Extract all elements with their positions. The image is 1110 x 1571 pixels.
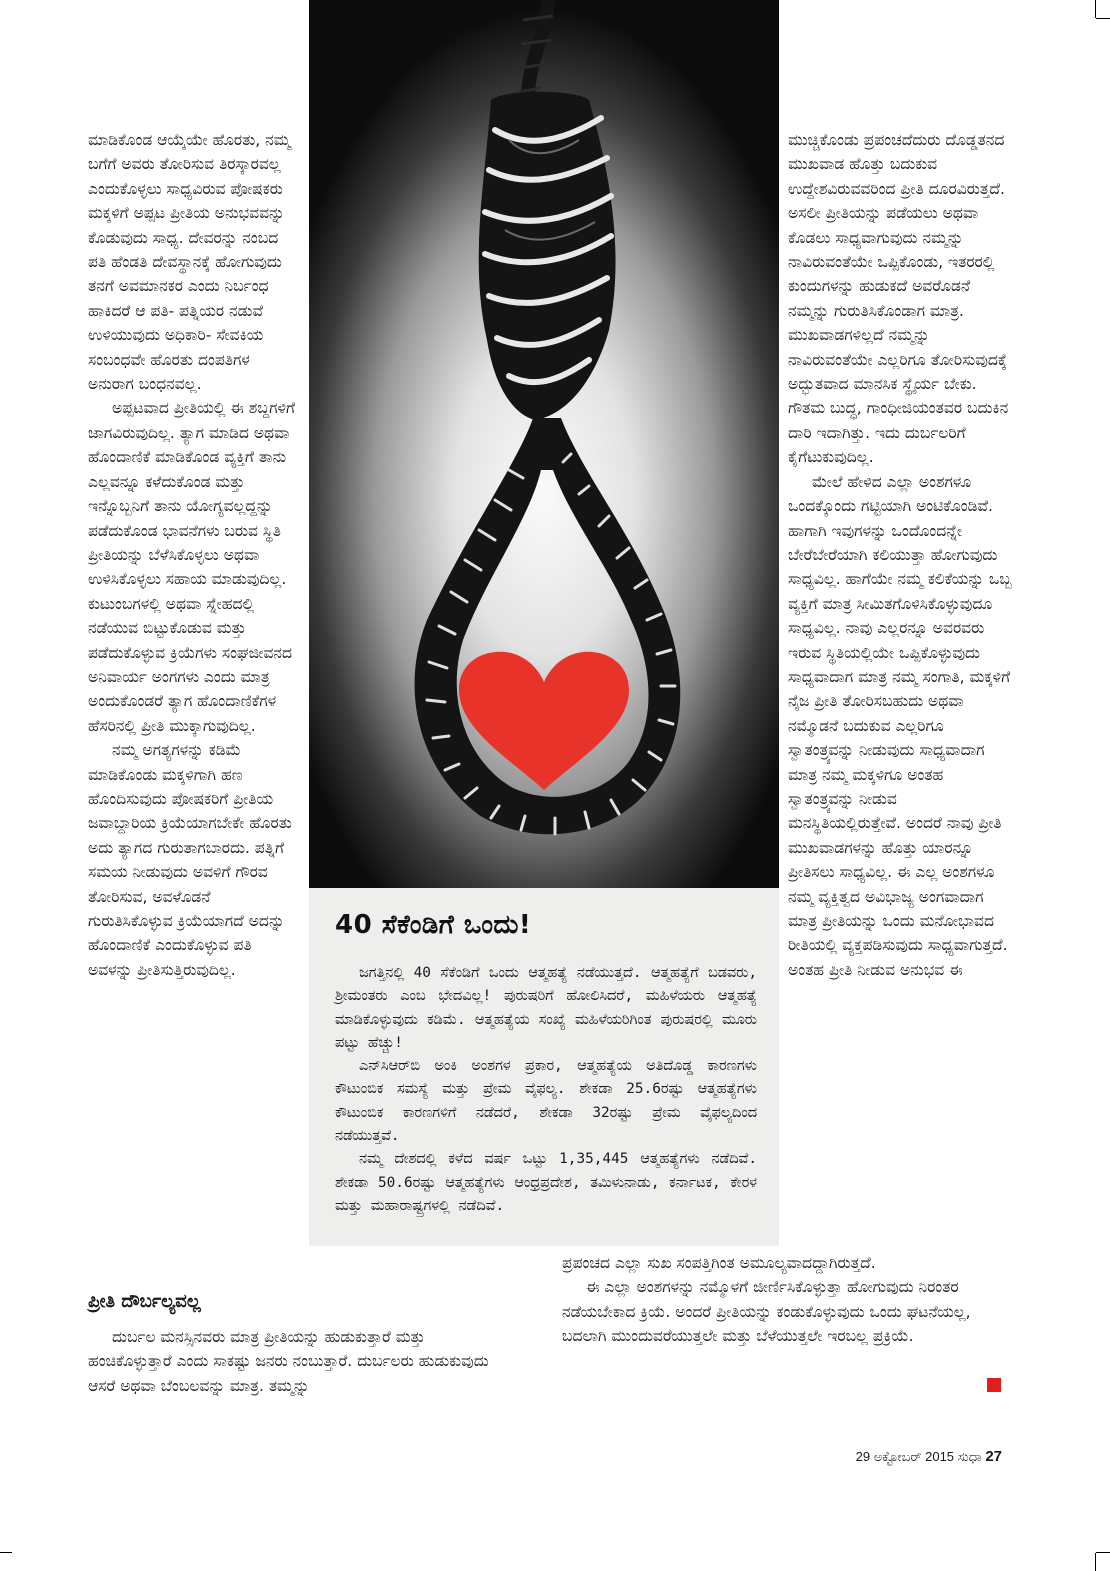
paragraph: ಪ್ರಪಂಚದ ಎಲ್ಲಾ ಸುಖ ಸಂಪತ್ತಿಗಿಂತ ಅಮೂಲ್ಯವಾದದ್ದಾಗಿರುತ್ತದೆ. [562,1254,876,1272]
noose-heart-illustration [309,0,779,888]
noose-graphic [309,0,779,888]
page-footer [856,1448,1002,1465]
crop-mark [1096,18,1110,19]
end-of-article-marker [987,1378,1001,1392]
crop-mark [1095,1553,1096,1571]
footer-magazine: ಸುಧಾ [957,1449,982,1464]
footer-date: 29 ಅಕ್ಟೋಬರ್ 2015 [855,1449,955,1464]
paragraph: ಈ ಎಲ್ಲಾ ಅಂಶಗಳನ್ನು ನಮ್ಮೊಳಗೆ ಜೀರ್ಣಿಸಿಕೊಳ್ಳುತ್ತಾ ಹೋಗುವುದು ನಿರಂತರ ನಡೆಯಬೇಕಾದ ಕ್ರಿಯೆ. ಅಂದರೆ ಪ್ರೀತಿಯನ್ನು ಕಂಡುಕೊಳ್ಳುವುದು ಒಂದು ಘಟನೆಯಲ್ಲ, ಬದಲಾಗಿ ಮುಂದುವರೆಯುತ್ತಲೇ ಮತ್ತು ಬೆಳೆಯುತ್ತಲೇ ಇರಬಲ್ಲ ಪ್ರಕ್ರಿಯೆ. [562,1278,971,1346]
paragraph: ಜಗತ್ತಿನಲ್ಲಿ 40 ಸೆಕೆಂಡಿಗೆ ಒಂದು ಆತ್ಮಹತ್ಯೆ ನಡೆಯುತ್ತದೆ. ಆತ್ಮಹತ್ಯೆಗೆ ಬಡವರು, ಶ್ರೀಮಂತರು ಎಂಬ ಭೇದವಿಲ್ಲ! ಪುರುಷರಿಗೆ ಹೋಲಿಸಿದರೆ, ಮಹಿಳೆಯರು ಆತ್ಮಹತ್ಯೆ ಮಾಡಿಕೊಳ್ಳುವುದು ಕಡಿಮೆ. ಆತ್ಮಹತ್ಯೆಯ ಸಂಖ್ಯೆ ಮಹಿಳೆಯರಿಗಿಂತ ಪುರುಷರಲ್ಲಿ ಮೂರು ಪಟ್ಟು ಹೆಚ್ಚು! [335,965,757,1051]
paragraph: ದುರ್ಬಲ ಮನಸ್ಸಿನವರು ಮಾತ್ರ ಪ್ರೀತಿಯನ್ನು ಹುಡುಕುತ್ತಾರೆ ಮತ್ತು ಹಂಚಿಕೊಳ್ಳುತ್ತಾರೆ ಎಂದು ಸಾಕಷ್ಟು ಜನರು ನಂಬುತ್ತಾರೆ. ದುರ್ಬಲರು ಹುಡುಕುವುದು ಆಸರೆ ಅಥವಾ ಬೆಂಬಲವನ್ನು ಮಾತ್ರ. ತಮ್ಮನ್ನು [88,1328,489,1395]
paragraph: ನಮ್ಮ ದೇಶದಲ್ಲಿ ಕಳೆದ ವರ್ಷ ಒಟ್ಟು 1,35,445 ಆತ್ಮಹತ್ಯೆಗಳು ನಡೆದಿವೆ. ಶೇಕಡಾ 50.6ರಷ್ಟು ಆತ್ಮಹತ್ಯೆಗಳು ಆಂಧ್ರಪ್ರದೇಶ, ತಮಿಳುನಾಡು, ಕರ್ನಾಟಕ, ಕೇರಳ ಮತ್ತು ಮಹಾರಾಷ್ಟ್ರಗಳಲ್ಲಿ ನಡೆದಿವೆ. [335,1151,757,1214]
paragraph: ಅಪ್ಪಟವಾದ ಪ್ರೀತಿಯಲ್ಲಿ ಈ ಶಬ್ದಗಳಿಗೆ ಜಾಗವಿರುವುದಿಲ್ಲ. ತ್ಯಾಗ ಮಾಡಿದ ಅಥವಾ ಹೊಂದಾಣಿಕೆ ಮಾಡಿಕೊಂಡ ವ್ಯಕ್ತಿಗೆ ತಾನು ಎಲ್ಲವನ್ನೂ ಕಳೆದುಕೊಂಡ ಮತ್ತು ಇನ್ನೊಬ್ಬನಿಗೆ ತಾನು ಯೋಗ್ಯವಲ್ಲದ್ದನ್ನು ಪಡೆದುಕೊಂಡ ಭಾವನೆಗಳು ಬರುವ ಸ್ಥಿತಿ ಪ್ರೀತಿಯನ್ನು ಬೆಳೆಸಿಕೊಳ್ಳಲು ಅಥವಾ ಉಳಿಸಿಕೊಳ್ಳಲು ಸಹಾಯ ಮಾಡುವುದಿಲ್ಲ. ಕುಟುಂಬಗಳಲ್ಲಿ ಅಥವಾ ಸ್ನೇಹದಲ್ಲಿ ನಡೆಯುವ ಬಿಟ್ಟುಕೊಡುವ ಮತ್ತು ಪಡೆದುಕೊಳ್ಳುವ ಕ್ರಿಯೆಗಳು ಸಂಘಜೀವನದ ಅನಿವಾರ್ಯ ಅಂಗಗಳು ಎಂದು ಮಾತ್ರ ಅಂದುಕೊಂಡರೆ ತ್ಯಾಗ ಹೊಂದಾಣಿಕೆಗಳ ಹೆಸರಿನಲ್ಲಿ ಪ್ರೀತಿ ಮುಕ್ಕಾಗುವುದಿಲ್ಲ. [88,399,295,735]
paragraph: ಮೇಲೆ ಹೇಳಿದ ಎಲ್ಲಾ ಅಂಶಗಳೂ ಒಂದಕ್ಕೊಂದು ಗಟ್ಟಿಯಾಗಿ ಅಂಟಿಕೊಂಡಿವೆ. ಹಾಗಾಗಿ ಇವುಗಳನ್ನು ಒಂದೊಂದನ್ನೇ ಬೇರೆಬೇರೆಯಾಗಿ ಕಲಿಯುತ್ತಾ ಹೋಗುವುದು ಸಾಧ್ಯವಿಲ್ಲ. ಹಾಗೆಯೇ ನಮ್ಮ ಕಲಿಕೆಯನ್ನು ಒಬ್ಬ ವ್ಯಕ್ತಿಗೆ ಮಾತ್ರ ಸೀಮಿತಗೊಳಿಸಿಕೊಳ್ಳುವುದೂ ಸಾಧ್ಯವಿಲ್ಲ. ನಾವು ಎಲ್ಲರನ್ನೂ ಅವರವರು ಇರುವ ಸ್ಥಿತಿಯಲ್ಲಿಯೇ ಒಪ್ಪಿಕೊಳ್ಳುವುದು ಸಾಧ್ಯವಾದಾಗ ಮಾತ್ರ ನಮ್ಮ ಸಂಗಾತಿ, ಮಕ್ಕಳಿಗೆ ನೈಜ ಪ್ರೀತಿ ತೋರಿಸಬಹುದು ಅಥವಾ ನಮ್ಮೊಡನೆ ಬದುಕುವ ಎಲ್ಲರಿಗೂ ಸ್ವಾತಂತ್ರ್ಯವನ್ನು ನೀಡುವುದು ಸಾಧ್ಯವಾದಾಗ ಮಾತ್ರ ನಮ್ಮ ಮಕ್ಕಳಿಗೂ ಅಂತಹ ಸ್ವಾತಂತ್ರ್ಯವನ್ನು ನೀಡುವ ಮನಸ್ಥಿತಿಯಲ್ಲಿರುತ್ತೇವೆ. ಅಂದರೆ ನಾವು ಪ್ರೀತಿ ಮುಖವಾಡಗಳನ್ನು ಹೊತ್ತು ಯಾರನ್ನೂ ಪ್ರೀತಿಸಲು ಸಾಧ್ಯವಿಲ್ಲ. ಈ ಎಲ್ಲ ಅಂಶಗಳೂ ನಮ್ಮ ವ್ಯಕ್ತಿತ್ವದ ಅವಿಭಾಜ್ಯ ಅಂಗವಾದಾಗ ಮಾತ್ರ ಪ್ರೀತಿಯನ್ನು ಒಂದು ಮನೋಭಾವದ ರೀತಿಯಲ್ಲಿ ವ್ಯಕ್ತಪಡಿಸುವುದು ಸಾಧ್ಯವಾಗುತ್ತದೆ. ಅಂತಹ ಪ್ರೀತಿ ನೀಡುವ ಅನುಭವ ಈ [788,472,1012,979]
paragraph: ಎನ್‌ಸಿಆರ್‌ಬಿ ಅಂಕಿ ಅಂಶಗಳ ಪ್ರಕಾರ, ಆತ್ಮಹತ್ಯೆಯ ಅತಿದೊಡ್ಡ ಕಾರಣಗಳು ಕೌಟುಂಬಿಕ ಸಮಸ್ಯೆ ಮತ್ತು ಪ್ರೇಮ ವೈಫಲ್ಯ. ಶೇಕಡಾ 25.6ರಷ್ಟು ಆತ್ಮಹತ್ಯೆಗಳು ಕೌಟುಂಬಿಕ ಕಾರಣಗಳಿಗೆ ನಡೆದರೆ, ಶೇಕಡಾ 32ರಷ್ಟು ಪ್ರೇಮ ವೈಫಲ್ಯದಿಂದ ನಡೆಯುತ್ತವೆ. [335,1058,757,1145]
paragraph: ನಮ್ಮ ಅಗತ್ಯಗಳನ್ನು ಕಡಿಮೆ ಮಾಡಿಕೊಂಡು ಮಕ್ಕಳಿಗಾಗಿ ಹಣ ಹೊಂದಿಸುವುದು ಪೋಷಕರಿಗೆ ಪ್ರೀತಿಯ ಜವಾಬ್ದಾರಿಯ ಕ್ರಿಯೆಯಾಗಬೇಕೇ ಹೊರತು ಅದು ತ್ಯಾಗದ ಗುರುತಾಗಬಾರದು. ಪತ್ನಿಗೆ ಸಮಯ ನೀಡುವುದು ಅವಳಿಗೆ ಗೌರವ ತೋರಿಸುವ, ಅವಳೊಡನೆ ಗುರುತಿಸಿಕೊಳ್ಳುವ ಕ್ರಿಯೆಯಾಗದೆ ಅದನ್ನು ಹೊಂದಾಣಿಕೆ ಎಂದುಕೊಳ್ಳುವ ಪತಿ ಅವಳನ್ನು ಪ್ರೀತಿಸುತ್ತಿರುವುದಿಲ್ಲ. [88,741,292,979]
bottom-left-column [88,1325,506,1398]
bottom-right-column [562,1251,1008,1349]
right-column [788,128,1014,982]
page-number: 27 [985,1448,1002,1465]
paragraph: ಮಾಡಿಕೊಂಡ ಆಯ್ಕೆಯೇ ಹೊರತು, ನಮ್ಮ ಬಗೆಗೆ ಅವರು ತೋರಿಸುವ ತಿರಸ್ಕಾರವಲ್ಲ ಎಂದುಕೊಳ್ಳಲು ಸಾಧ್ಯವಿರುವ ಪೋಷಕರು ಮಕ್ಕಳಿಗೆ ಅಪ್ಪಟ ಪ್ರೀತಿಯ ಅನುಭವವನ್ನು ಕೊಡುವುದು ಸಾಧ್ಯ. ದೇವರನ್ನು ನಂಬದ ಪತಿ ಹೆಂಡತಿ ದೇವಸ್ಥಾನಕ್ಕೆ ಹೋಗುವುದು ತನಗೆ ಅವಮಾನಕರ ಎಂದು ನಿರ್ಬಂಧ ಹಾಕಿದರೆ ಆ ಪತಿ- ಪತ್ನಿಯರ ನಡುವೆ ಉಳಿಯುವುದು ಅಧಿಕಾರಿ- ಸೇವಕಿಯ ಸಂಬಂಧವೇ ಹೊರತು ದಂಪತಿಗಳ ಅನುರಾಗ ಬಂಧನವಲ್ಲ. [88,131,291,394]
crop-mark [0,1552,12,1553]
left-column [88,128,300,982]
crop-mark [1096,1552,1110,1553]
crop-mark [1095,0,1096,18]
box-body [335,962,757,1218]
section-heading: ಪ್ರೀತಿ ದೌರ್ಬಲ್ಯವಲ್ಲ [88,1291,201,1312]
box-title: 40 ಸೆಕೆಂಡಿಗೆ ಒಂದು! [335,910,532,940]
info-box [309,888,779,1246]
paragraph: ಮುಚ್ಚಿಕೊಂಡು ಪ್ರಪಂಚದೆದುರು ದೊಡ್ಡತನದ ಮುಖವಾಡ ಹೊತ್ತು ಬದುಕುವ ಉದ್ದೇಶವಿರುವವರಿಂದ ಪ್ರೀತಿ ದೂರವಿರುತ್ತದೆ. ಅಸಲೀ ಪ್ರೀತಿಯನ್ನು ಪಡೆಯಲು ಅಥವಾ ಕೊಡಲು ಸಾಧ್ಯವಾಗುವುದು ನಮ್ಮನ್ನು ನಾವಿರುವಂತೆಯೇ ಒಪ್ಪಿಕೊಂಡು, ಇತರರಲ್ಲಿ ಕುಂದುಗಳನ್ನು ಹುಡುಕದೆ ಅವರೊಡನೆ ನಮ್ಮನ್ನು ಗುರುತಿಸಿಕೊಂಡಾಗ ಮಾತ್ರ. ಮುಖವಾಡಗಳಿಲ್ಲದೆ ನಮ್ಮನ್ನು ನಾವಿರುವಂತೆಯೇ ಎಲ್ಲರಿಗೂ ತೋರಿಸುವುದಕ್ಕೆ ಅದ್ಭುತವಾದ ಮಾನಸಿಕ ಸ್ಥೈರ್ಯ ಬೇಕು. ಗೌತಮ ಬುದ್ಧ, ಗಾಂಧೀಜಿಯಂತವರ ಬದುಕಿನ ದಾರಿ ಇದಾಗಿತ್ತು. ಇದು ದುರ್ಬಲರಿಗೆ ಕೈಗೆಟುಕುವುದಿಲ್ಲ. [788,131,1009,467]
